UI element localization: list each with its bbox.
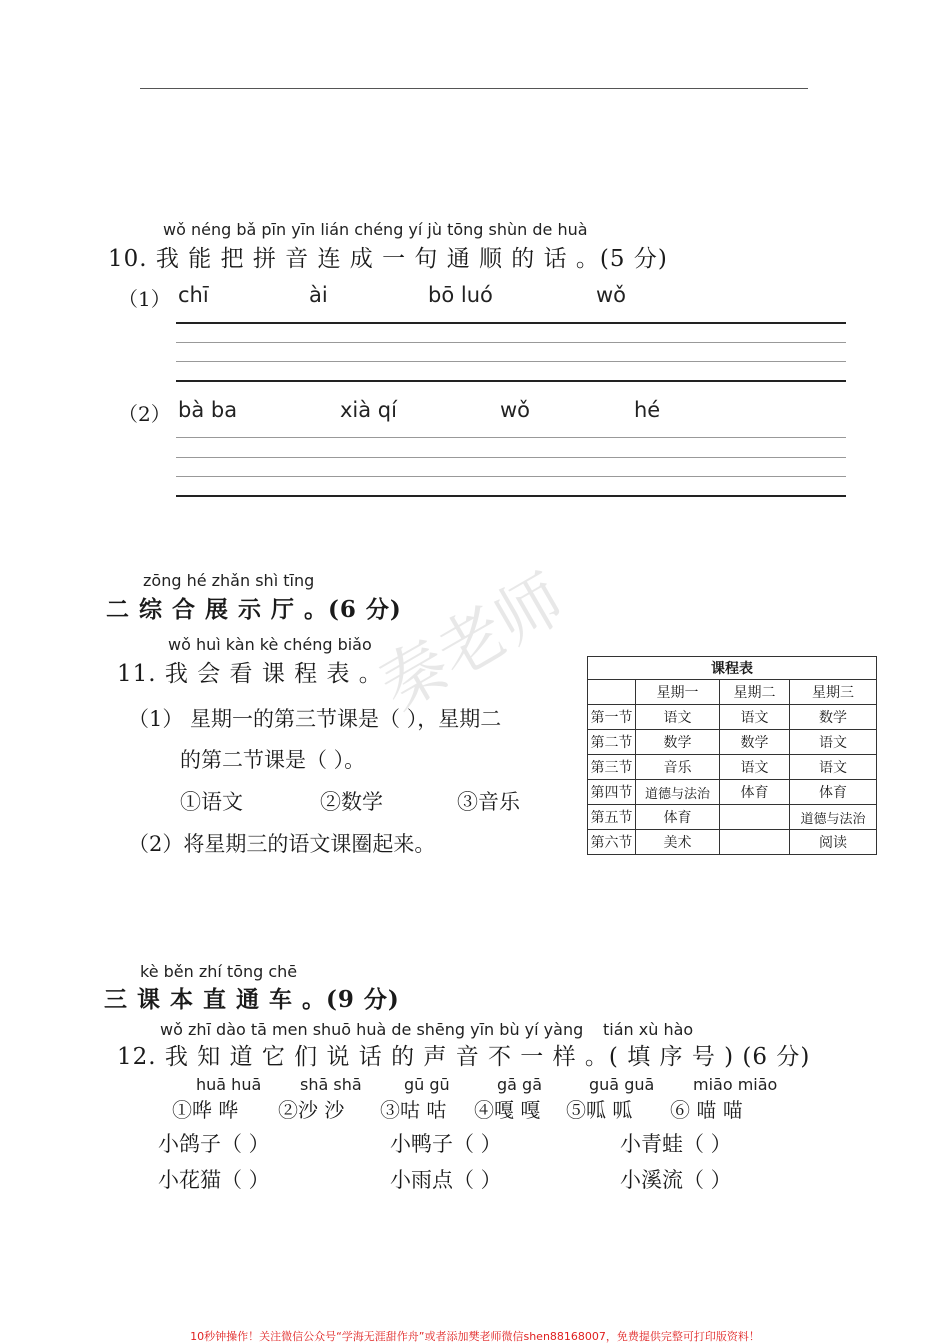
q11-part1-line1: （1） 星期一的第三节课是（ ），星期二 [128, 707, 502, 731]
sound-pinyin: shā shā [300, 1075, 362, 1094]
table-cell: 体育 [790, 780, 877, 805]
table-row [588, 805, 877, 830]
q12-item: 小溪流（ ） [620, 1168, 732, 1192]
writing-line [176, 476, 846, 477]
q10-p2-word: wǒ [500, 398, 531, 422]
q12-item: 小雨点（ ） [390, 1168, 502, 1192]
writing-line [176, 361, 846, 362]
q12-title: 12. 我 知 道 它 们 说 话 的 声 音 不 一 样 。( 填 序 号 ) (6 分) [117, 1044, 811, 1070]
table-header: 星期二 [720, 680, 790, 705]
q11-title: 11. 我 会 看 课 程 表 。 [117, 661, 383, 687]
s2-pinyin: zōng hé zhǎn shì tīng [143, 571, 315, 590]
table-cell: 第一节 [588, 705, 636, 730]
writing-line [176, 342, 846, 343]
s3-pinyin: kè běn zhí tōng chē [140, 962, 298, 981]
q12-item: 小花猫（ ） [158, 1168, 270, 1192]
table-cell: 数学 [790, 705, 877, 730]
q12-item: 小鸽子（ ） [158, 1132, 270, 1156]
table-header: 星期一 [636, 680, 720, 705]
table-cell [720, 830, 790, 855]
table-row [588, 755, 877, 780]
q11-option: ③音乐 [457, 790, 520, 814]
sound-option: ③咕 咕 [380, 1098, 447, 1122]
table-cell: 数学 [636, 730, 720, 755]
sound-option: ⑥ 喵 喵 [670, 1098, 743, 1122]
q10-part2-label: （2） [118, 402, 171, 426]
sound-pinyin: miāo miāo [693, 1075, 778, 1094]
writing-line [176, 457, 846, 458]
writing-line [176, 437, 846, 438]
table-cell: 第五节 [588, 805, 636, 830]
q10-part1-label: （1） [118, 287, 171, 311]
q10-p2-word: bà ba [178, 398, 238, 422]
sound-pinyin: gū gū [404, 1075, 450, 1094]
writing-line [176, 322, 846, 324]
q12-item: 小青蛙（ ） [620, 1132, 732, 1156]
table-cell: 阅读 [790, 830, 877, 855]
q12-item: 小鸭子（ ） [390, 1132, 502, 1156]
table-row [588, 680, 877, 705]
table-cell: 美术 [636, 830, 720, 855]
sound-option: ②沙 沙 [278, 1098, 345, 1122]
s2-title: 二 综 合 展 示 厅 。(6 分) [106, 596, 402, 623]
writing-line [176, 380, 846, 382]
table-cell: 语文 [720, 705, 790, 730]
q11-part2: （2）将星期三的语文课圈起来。 [128, 832, 436, 856]
writing-line [176, 495, 846, 497]
table-cell: 语文 [790, 730, 877, 755]
sound-pinyin: guā guā [589, 1075, 655, 1094]
schedule-table [587, 656, 877, 855]
top-rule [140, 88, 808, 89]
sound-pinyin: huā huā [196, 1075, 262, 1094]
table-cell: 体育 [720, 780, 790, 805]
q10-p2-word: hé [634, 398, 661, 422]
table-cell: 第六节 [588, 830, 636, 855]
table-row [588, 830, 877, 855]
q10-p2-word: xià qí [340, 398, 397, 422]
q10-p1-word: chī [178, 283, 209, 307]
sound-option: ⑤呱 呱 [566, 1098, 633, 1122]
q11-part1-line2: 的第二节课是（ ）。 [180, 748, 366, 772]
watermark: 秦老师 [367, 559, 577, 726]
q11-pinyin: wǒ huì kàn kè chéng biǎo [168, 635, 372, 654]
schedule-caption: 课程表 [588, 657, 877, 680]
table-cell: 语文 [636, 705, 720, 730]
q11-option: ②数学 [320, 790, 383, 814]
q11-option: ①语文 [180, 790, 243, 814]
table-header [588, 680, 636, 705]
table-cell: 语文 [720, 755, 790, 780]
table-cell: 第三节 [588, 755, 636, 780]
sound-option: ④嘎 嘎 [474, 1098, 541, 1122]
sound-option: ①哗 哗 [172, 1098, 239, 1122]
table-row [588, 705, 877, 730]
table-row [588, 730, 877, 755]
q10-title: 10. 我 能 把 拼 音 连 成 一 句 通 顺 的 话 。(5 分) [108, 246, 668, 272]
table-cell: 第二节 [588, 730, 636, 755]
q12-pinyin-extra: tián xù hào [603, 1020, 694, 1039]
q12-pinyin: wǒ zhī dào tā men shuō huà de shēng yīn bù yí yàng [160, 1020, 584, 1039]
q10-p1-word: wǒ [596, 283, 627, 307]
table-cell: 音乐 [636, 755, 720, 780]
table-cell: 语文 [790, 755, 877, 780]
footer-notice: 10秒钟操作！关注微信公众号“学海无涯甜作舟”或者添加樊老师微信shen88168007，免费提供完整可打印版资料！ [190, 1330, 760, 1343]
table-cell [720, 805, 790, 830]
q10-p1-word: ài [309, 283, 328, 307]
q10-pinyin: wǒ néng bǎ pīn yīn lián chéng yí jù tōng shùn de huà [163, 220, 588, 239]
table-row [588, 780, 877, 805]
table-header: 星期三 [790, 680, 877, 705]
table-cell: 数学 [720, 730, 790, 755]
sound-pinyin: gā gā [497, 1075, 543, 1094]
s3-title: 三 课 本 直 通 车 。(9 分) [104, 986, 400, 1013]
q10-p1-word: bō luó [428, 283, 493, 307]
table-cell: 第四节 [588, 780, 636, 805]
table-cell: 体育 [636, 805, 720, 830]
table-cell: 道德与法治 [790, 805, 877, 830]
table-cell: 道德与法治 [636, 780, 720, 805]
